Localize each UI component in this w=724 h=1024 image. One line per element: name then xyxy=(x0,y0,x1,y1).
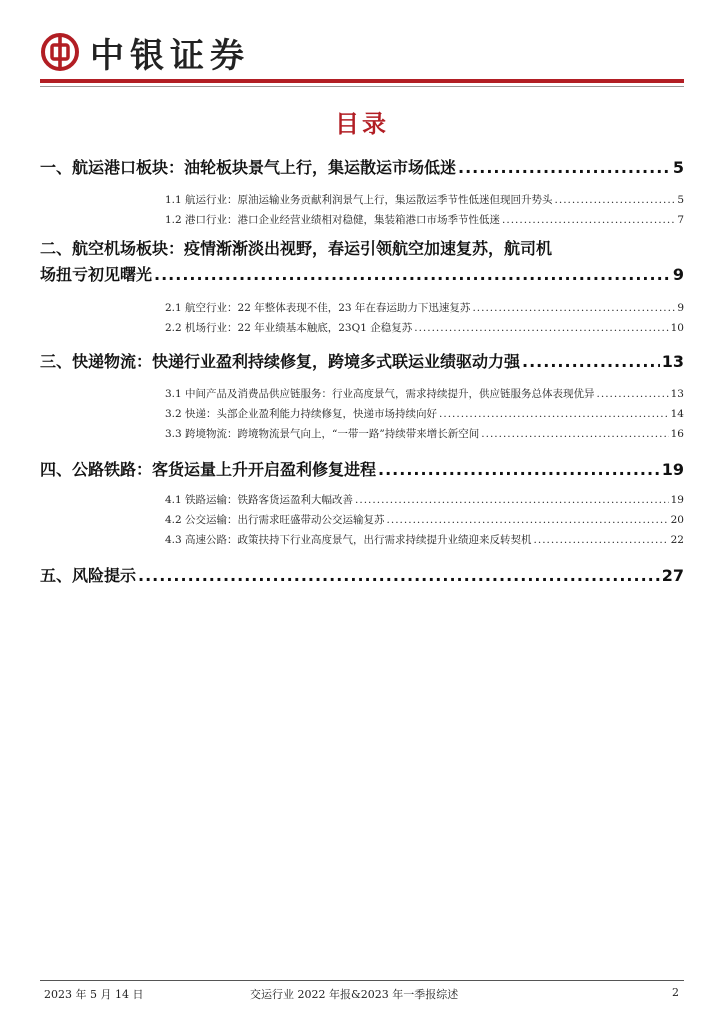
toc-leader xyxy=(378,460,660,479)
toc-leader xyxy=(138,566,660,585)
toc-entry[interactable] xyxy=(40,192,684,207)
toc-entry[interactable] xyxy=(40,563,684,586)
toc-entry-text: 五、风险提示 xyxy=(40,566,137,585)
bank-of-china-logo-icon xyxy=(40,32,80,72)
footer-date: 2023 年 5 月 14 日 xyxy=(44,988,144,1001)
toc-leader xyxy=(472,302,675,314)
toc-entry[interactable] xyxy=(40,512,684,527)
toc-entry-page: 13 xyxy=(670,388,684,400)
toc-entry-text: 4.2 公交运输：出行需求旺盛带动公交运输复苏 xyxy=(165,514,385,526)
toc-entry-text: 2.2 机场行业：22 年业绩基本触底，23Q1 企稳复苏 xyxy=(165,322,413,334)
toc-entry-text: 三、快递物流：快递行业盈利持续修复，跨境多式联运业绩驱动力强 xyxy=(40,352,521,371)
toc-entry-page: 22 xyxy=(670,534,684,546)
footer-report-title: 交运行业 2022 年报&2023 年一季报综述 xyxy=(250,988,459,1001)
toc-entry[interactable] xyxy=(40,349,684,372)
toc-entry-text: 1.2 港口行业：港口企业经营业绩相对稳健，集装箱港口市场季节性低迷 xyxy=(165,214,501,226)
toc-leader xyxy=(458,158,671,177)
toc-entry[interactable] xyxy=(40,406,684,421)
toc-leader xyxy=(355,494,669,506)
toc-entry[interactable] xyxy=(40,155,684,178)
toc-entry-text: 2.1 航空行业：22 年整体表现不佳，23 年在春运助力下迅速复苏 xyxy=(165,302,471,314)
toc-entry-page: 9 xyxy=(672,265,684,284)
toc-entry-page: 19 xyxy=(670,494,684,506)
toc-entry-page: 19 xyxy=(661,460,684,479)
toc-entry-text-line1: 二、航空机场板块：疫情渐渐淡出视野，春运引领航空加速复苏，航司机 xyxy=(40,239,553,258)
toc-entry[interactable] xyxy=(40,532,684,547)
toc-leader xyxy=(481,428,668,440)
toc-entry-text: 场扭亏初见曙光 xyxy=(40,265,153,284)
toc-entry-text: 3.3 跨境物流：跨境物流景气向上，“一带一路”持续带来增长新空间 xyxy=(165,428,480,440)
toc-leader xyxy=(154,262,671,288)
toc-entry-page: 10 xyxy=(670,322,684,334)
brand-name: 中银证券 xyxy=(90,35,250,76)
toc-entry-text: 4.1 铁路运输：铁路客货运盈利大幅改善 xyxy=(165,494,354,506)
toc-entry-page: 5 xyxy=(677,194,684,206)
toc-entry-page: 13 xyxy=(661,352,684,371)
toc-leader xyxy=(597,388,669,400)
toc-entry-text: 4.3 高速公路：政策扶持下行业高度景气，出行需求持续提升业绩迎来反转契机 xyxy=(165,534,532,546)
toc-entry-page: 14 xyxy=(670,408,684,420)
toc-entry[interactable] xyxy=(40,300,684,315)
toc-entry-text: 3.2 快递：头部企业盈利能力持续修复，快递市场持续向好 xyxy=(165,408,438,420)
toc-entry-page: 16 xyxy=(670,428,684,440)
toc-entry-page: 5 xyxy=(672,158,684,177)
toc-entry-text: 一、航运港口板块：油轮板块景气上行，集运散运市场低迷 xyxy=(40,158,457,177)
toc-entry[interactable] xyxy=(40,320,684,335)
toc-leader xyxy=(502,214,675,226)
toc-leader xyxy=(534,534,669,546)
toc-entry-text: 3.1 中间产品及消费品供应链服务：行业高度景气，需求持续提升，供应链服务总体表现优异 xyxy=(165,388,595,400)
toc-entry[interactable] xyxy=(40,386,684,401)
toc-entry[interactable] xyxy=(40,457,684,480)
toc-entry[interactable] xyxy=(40,236,684,288)
footer-page-number: 2 xyxy=(672,986,679,999)
footer-rule xyxy=(40,980,684,981)
toc-entry[interactable] xyxy=(40,492,684,507)
header xyxy=(40,28,250,76)
toc-entry-page: 9 xyxy=(677,302,684,314)
toc-leader xyxy=(414,322,668,334)
toc-entry-text: 四、公路铁路：客货运量上升开启盈利修复进程 xyxy=(40,460,377,479)
toc-leader xyxy=(555,194,676,206)
toc-entry[interactable] xyxy=(40,212,684,227)
toc-entry-page: 7 xyxy=(677,214,684,226)
toc-leader xyxy=(439,408,669,420)
header-grey-rule xyxy=(40,86,684,87)
toc-entry[interactable] xyxy=(40,426,684,441)
page-title: 目录 xyxy=(335,110,389,138)
toc-leader xyxy=(522,352,660,371)
toc-leader xyxy=(387,514,669,526)
toc-entry-text: 1.1 航运行业：原油运输业务贡献利润景气上行，集运散运季节性低迷但现回升势头 xyxy=(165,194,553,206)
toc-entry-page: 20 xyxy=(670,514,684,526)
header-red-rule xyxy=(40,79,684,83)
toc-entry-page: 27 xyxy=(661,566,684,585)
